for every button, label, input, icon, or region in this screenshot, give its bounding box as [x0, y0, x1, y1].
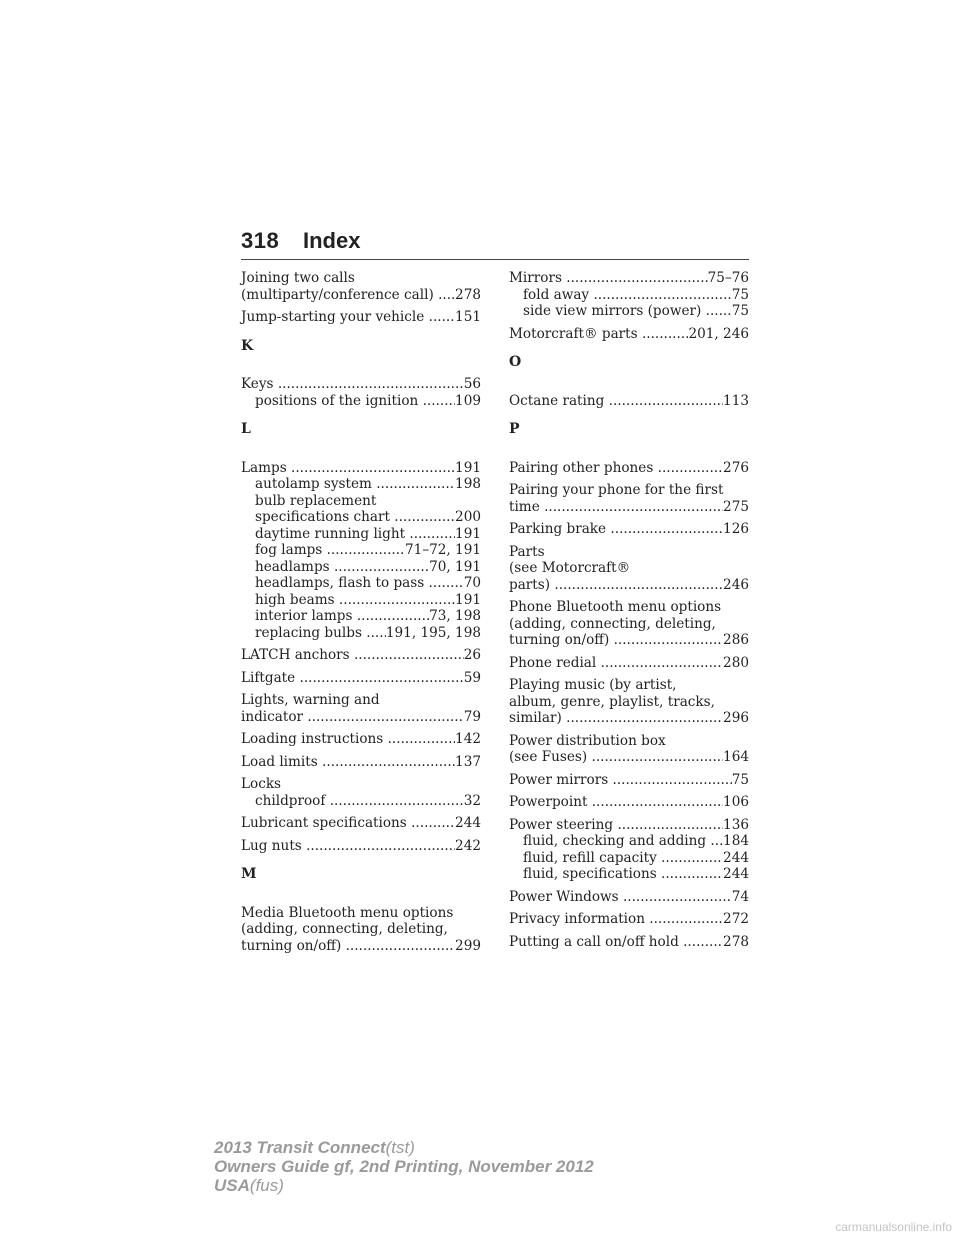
index-entry-line: [241, 376, 481, 393]
dot-leader: [649, 911, 723, 928]
dot-leader: [566, 270, 707, 287]
index-entry-text: headlamps, flash to pass: [255, 575, 429, 591]
index-entry-text: fluid, refill capacity: [523, 849, 662, 866]
index-entry-text: turning on/off): [241, 937, 346, 954]
index-entry: [241, 647, 481, 664]
index-entry-text: Parts: [509, 543, 545, 560]
index-entry-line: [509, 817, 749, 834]
dot-leader: [544, 499, 723, 516]
index-entry-text: childproof: [255, 792, 330, 809]
dot-leader: [601, 655, 723, 672]
index-entry-text: Load limits: [241, 753, 323, 770]
index-entry: [509, 889, 749, 906]
index-section-letter: M: [241, 866, 257, 882]
dot-leader: [609, 393, 723, 410]
index-entry: [509, 817, 749, 883]
index-entry-text: Powerpoint: [509, 794, 592, 810]
index-entry-text: Jump-starting your vehicle: [241, 309, 429, 325]
index-entry-text: (see Motorcraft®: [509, 560, 631, 576]
index-entry-line: [241, 692, 481, 709]
index-entry-text: Locks: [241, 776, 282, 792]
index-section-letter: P: [509, 421, 520, 437]
index-entry-line: [509, 694, 749, 711]
index-entry: [509, 733, 749, 766]
index-entry-text: Joining two calls: [241, 270, 355, 286]
index-entry: [509, 482, 749, 515]
index-entry-line: [509, 270, 749, 287]
index-entry-text: parts): [509, 576, 555, 593]
index-entry: [509, 326, 749, 343]
index-entry-line: [241, 754, 481, 771]
index-section-letter: O: [509, 354, 522, 370]
index-entry-line: [509, 393, 749, 410]
dot-leader: [388, 731, 455, 748]
index-subentry-line: [241, 542, 481, 559]
page-number: 318: [241, 228, 280, 253]
index-entry: [509, 521, 749, 538]
index-entry-text: Lubricant specifications: [241, 815, 412, 831]
index-entry-text: replacing bulbs: [255, 624, 367, 641]
index-entry: [241, 754, 481, 771]
index-subentry-line: [509, 303, 749, 320]
index-entry-text: similar): [509, 710, 567, 726]
index-entry-text: time: [509, 498, 545, 515]
dot-leader: [617, 817, 723, 834]
dot-leader: [409, 526, 455, 543]
index-page-ref: 75: [731, 303, 749, 319]
dot-leader: [394, 509, 455, 526]
index-entry-line: [241, 309, 481, 326]
index-subentry-line: [509, 833, 749, 850]
index-entry-text: Power mirrors: [509, 771, 613, 788]
header-rule: [241, 259, 749, 260]
index-entry-text: (adding, connecting, deleting,: [241, 921, 448, 937]
dot-leader: [322, 754, 455, 771]
index-entry-line: [509, 655, 749, 672]
index-page-ref: 201, 246: [688, 325, 749, 342]
index-entry-text: Lamps: [241, 459, 292, 476]
index-subentry-line: [241, 559, 481, 576]
index-entry-text: specifications chart: [255, 509, 395, 525]
index-page-ref: 32: [463, 792, 481, 809]
index-entry-text: Pairing other phones: [509, 459, 658, 476]
index-entry-line: [509, 710, 749, 727]
index-page-ref: 109: [455, 392, 481, 409]
index-page-ref: 137: [455, 753, 481, 770]
index-page-ref: 191, 195, 198: [385, 624, 481, 641]
index-entry-text: fog lamps: [255, 542, 327, 558]
index-entry-line: [509, 794, 749, 811]
index-page-ref: 280: [723, 654, 749, 671]
index-entry-text: positions of the ignition: [255, 392, 423, 409]
index-page-ref: 126: [723, 521, 749, 537]
index-entry-text: Playing music (by artist,: [509, 677, 677, 693]
index-subentry-line: [509, 866, 749, 883]
index-entry-line: [509, 632, 749, 649]
index-entry-line: [509, 499, 749, 516]
index-entry-text: high beams: [255, 591, 339, 608]
index-page-ref: 56: [463, 376, 481, 392]
index-entry-text: Lights, warning and: [241, 692, 380, 708]
document-footer: [214, 1138, 594, 1195]
index-entry-line: [241, 938, 481, 955]
index-entry-text: Media Bluetooth menu options: [241, 904, 454, 921]
index-subentry-line: [509, 850, 749, 867]
index-entry-text: Phone Bluetooth menu options: [509, 599, 722, 615]
index-entry-text: LATCH anchors: [241, 647, 354, 663]
index-page-ref: 113: [723, 392, 749, 409]
index-entry: [241, 776, 481, 809]
dot-leader: [623, 889, 732, 906]
index-page-ref: 286: [723, 632, 749, 648]
index-page-ref: 276: [723, 459, 749, 476]
index-entry-line: [509, 616, 749, 633]
index-page-ref: 242: [455, 837, 481, 854]
index-entry-line: [509, 560, 749, 577]
dot-leader: [661, 866, 723, 883]
index-entry-line: [241, 287, 481, 304]
index-page-ref: 200: [455, 509, 481, 525]
index-subentry-line: [241, 526, 481, 543]
index-entry-line: [509, 677, 749, 694]
index-entry-line: [241, 270, 481, 287]
index-entry-line: [241, 921, 481, 938]
dot-leader: [593, 287, 731, 304]
index-entry: [509, 270, 749, 320]
index-entry-line: [509, 934, 749, 951]
index-entry-text: Pairing your phone for the first: [509, 482, 724, 498]
dot-leader: [658, 460, 723, 477]
dot-leader: [438, 287, 455, 304]
index-page-ref: 191: [455, 459, 481, 476]
index-entry-text: (adding, connecting, deleting,: [509, 615, 716, 632]
index-entry: [509, 911, 749, 928]
index-page-ref: 75: [731, 771, 749, 788]
index-entry-line: [241, 776, 481, 793]
index-entry-line: [509, 521, 749, 538]
index-entry-text: Power Windows: [509, 888, 623, 905]
index-page-ref: 70, 191: [429, 558, 481, 575]
index-entry-text: Power distribution box: [509, 732, 666, 749]
index-entry-text: turning on/off): [509, 632, 614, 648]
index-page-ref: 142: [455, 731, 481, 747]
dot-leader: [613, 772, 732, 789]
dot-leader: [423, 393, 455, 410]
index-entry-text: fold away: [523, 286, 594, 303]
dot-leader: [354, 647, 464, 664]
index-entry-text: side view mirrors (power): [523, 303, 706, 319]
index-entry-text: Privacy information: [509, 911, 650, 927]
index-entry-line: [509, 733, 749, 750]
index-entry-text: Lug nuts: [241, 837, 307, 854]
dot-leader: [291, 460, 455, 477]
dot-leader: [306, 838, 455, 855]
index-section-letter: K: [241, 337, 254, 354]
dot-leader: [661, 850, 723, 867]
index-column-left: [241, 270, 481, 960]
index-page-ref: 296: [723, 710, 749, 726]
index-subentry-line: [241, 575, 481, 592]
index-subentry-line: [241, 493, 481, 510]
index-entry: [509, 544, 749, 594]
footer-model-code: (tst): [385, 1138, 415, 1157]
index-entry: [509, 460, 749, 477]
index-entry: [241, 692, 481, 725]
dot-leader: [683, 934, 723, 951]
index-entry: [241, 309, 481, 326]
index-page-ref: 136: [723, 816, 749, 833]
index-entry-text: Motorcraft® parts: [509, 325, 642, 342]
dot-leader: [366, 625, 386, 642]
dot-leader: [357, 608, 429, 625]
dot-leader: [376, 476, 455, 493]
index-entry: [509, 599, 749, 649]
index-page-ref: 278: [455, 286, 481, 303]
index-entry: [509, 794, 749, 811]
index-entry: [241, 270, 481, 303]
index-page-ref: 106: [723, 794, 749, 810]
index-entry-text: Phone redial: [509, 654, 601, 671]
dot-leader: [411, 815, 455, 832]
index-entry: [241, 838, 481, 855]
index-entry: [241, 815, 481, 832]
index-subentry-line: [241, 592, 481, 609]
index-entry-text: daytime running light: [255, 525, 410, 542]
dot-leader: [300, 670, 464, 687]
index-subentry-line: [241, 608, 481, 625]
page-header: [241, 228, 749, 260]
dot-leader: [710, 833, 723, 850]
dot-leader: [429, 575, 464, 592]
index-entry: [241, 670, 481, 687]
index-page-ref: 151: [455, 309, 481, 325]
index-page-ref: 244: [723, 866, 749, 882]
index-entry-text: Liftgate: [241, 669, 300, 686]
index-subentry-line: [241, 476, 481, 493]
dot-leader: [327, 542, 405, 559]
index-entry-line: [241, 647, 481, 664]
dot-leader: [614, 632, 723, 649]
dot-leader: [566, 710, 723, 727]
index-entry-line: [241, 460, 481, 477]
index-entry-text: album, genre, playlist, tracks,: [509, 693, 715, 710]
dot-leader: [429, 309, 455, 326]
index-entry-text: (see Fuses): [509, 749, 592, 765]
index-entry-text: Putting a call on/off hold: [509, 933, 684, 950]
dot-leader: [592, 794, 723, 811]
dot-leader: [339, 592, 455, 609]
index-entry: [509, 677, 749, 727]
index-page-ref: 73, 198: [429, 608, 481, 624]
index-entry-line: [241, 709, 481, 726]
index-entry: [241, 376, 481, 409]
index-page-ref: 26: [463, 647, 481, 663]
index-entry: [509, 934, 749, 951]
footer-edition: Owners Guide gf, 2nd Printing, November 2012: [214, 1157, 594, 1176]
dot-leader: [706, 303, 732, 320]
dot-leader: [642, 326, 689, 343]
index-entry-line: [509, 772, 749, 789]
footer-market: USA: [214, 1176, 250, 1195]
index-entry-line: [509, 889, 749, 906]
index-subentry-line: [241, 393, 481, 410]
index-entry: [509, 772, 749, 789]
index-page-ref: 75–76: [707, 270, 749, 286]
index-entry-text: interior lamps: [255, 608, 357, 624]
index-entry-line: [509, 460, 749, 477]
index-page-ref: 184: [723, 833, 749, 849]
index-page-ref: 79: [463, 708, 481, 725]
index-page-ref: 246: [723, 576, 749, 593]
page-title: Index: [303, 228, 361, 253]
index-entry-text: (multiparty/conference call): [241, 286, 439, 303]
index-entry-text: Keys: [241, 376, 278, 392]
dot-leader: [278, 376, 464, 393]
index-page-ref: 70: [463, 575, 481, 591]
index-entry: [509, 655, 749, 672]
index-entry-line: [241, 731, 481, 748]
index-entry: [509, 393, 749, 410]
index-entry: [241, 460, 481, 642]
index-entry-text: autolamp system: [255, 476, 377, 492]
index-entry-text: fluid, specifications: [523, 866, 662, 882]
dot-leader: [592, 749, 724, 766]
index-entry-text: fluid, checking and adding: [523, 833, 711, 849]
index-entry: [241, 731, 481, 748]
index-entry-line: [509, 482, 749, 499]
index-column-right: [509, 270, 749, 956]
index-entry-line: [509, 544, 749, 561]
dot-leader: [334, 559, 429, 576]
index-page-ref: 198: [455, 476, 481, 492]
index-entry-text: Parking brake: [509, 521, 611, 537]
index-page-ref: 299: [455, 937, 481, 954]
index-entry-text: Mirrors: [509, 270, 567, 286]
index-subentry-line: [241, 625, 481, 642]
index-page-ref: 244: [455, 815, 481, 831]
index-page-ref: 71–72, 191: [405, 542, 481, 558]
index-section-letter: L: [241, 421, 251, 437]
index-entry-text: indicator: [241, 708, 308, 725]
index-entry: [241, 905, 481, 955]
dot-leader: [346, 938, 455, 955]
index-page-ref: 244: [723, 849, 749, 866]
index-page-ref: 164: [723, 749, 749, 765]
index-entry-text: Loading instructions: [241, 731, 388, 747]
watermark: carmanualsonline.info: [835, 1220, 952, 1234]
index-subentry-line: [241, 793, 481, 810]
index-entry-line: [509, 577, 749, 594]
index-page-ref: 275: [723, 498, 749, 515]
dot-leader: [610, 521, 723, 538]
index-entry-text: headlamps: [255, 558, 334, 575]
index-entry-line: [241, 905, 481, 922]
index-page-ref: 191: [455, 591, 481, 608]
index-page-ref: 272: [723, 911, 749, 927]
index-subentry-line: [509, 287, 749, 304]
index-entry-line: [241, 838, 481, 855]
index-entry-line: [241, 815, 481, 832]
dot-leader: [307, 709, 463, 726]
index-entry-line: [509, 749, 749, 766]
index-page-ref: 278: [723, 933, 749, 950]
footer-model: 2013 Transit Connect: [214, 1138, 386, 1157]
index-entry-line: [509, 326, 749, 343]
index-page-ref: 74: [731, 888, 749, 905]
index-entry-text: Octane rating: [509, 392, 609, 409]
index-entry-line: [241, 670, 481, 687]
index-page-ref: 59: [463, 669, 481, 686]
index-entry-line: [509, 599, 749, 616]
dot-leader: [330, 793, 464, 810]
dot-leader: [554, 577, 723, 594]
index-entry-text: Power steering: [509, 816, 618, 833]
index-subentry-line: [241, 509, 481, 526]
index-page-ref: 191: [455, 525, 481, 542]
footer-market-code: (fus): [249, 1176, 284, 1195]
index-entry-text: bulb replacement: [255, 492, 377, 509]
index-entry-line: [509, 911, 749, 928]
index-page-ref: 75: [731, 286, 749, 303]
